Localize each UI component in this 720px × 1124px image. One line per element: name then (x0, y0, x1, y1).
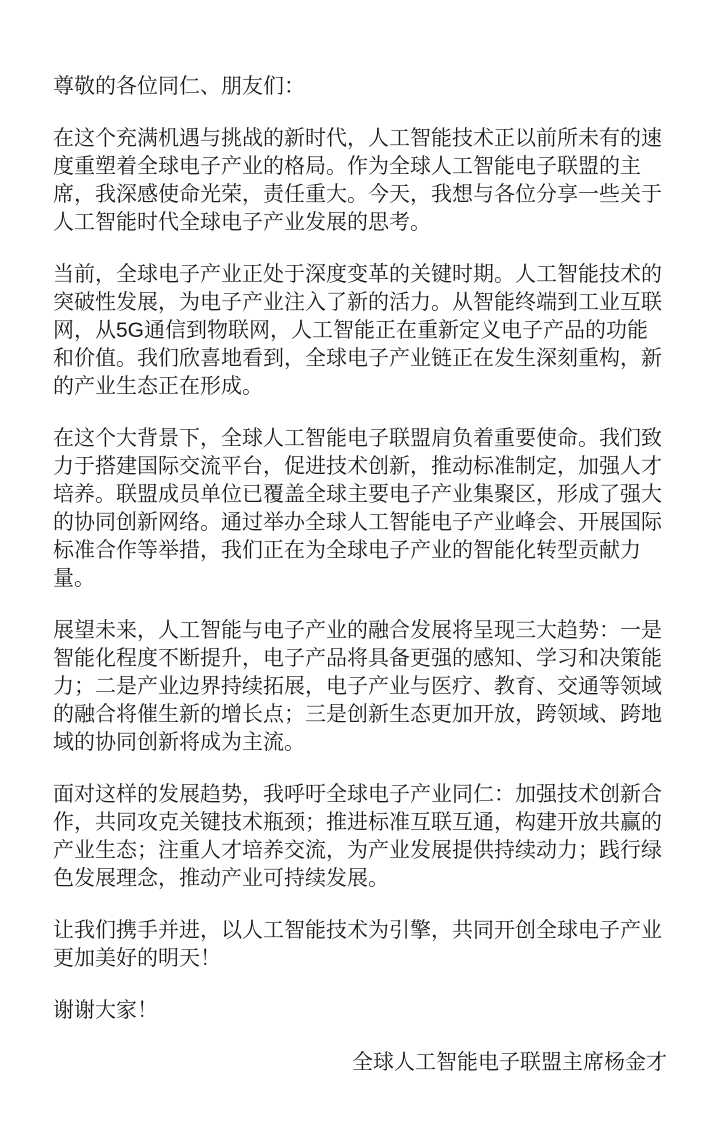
greeting-line: 尊敬的各位同仁、朋友们： (53, 75, 305, 98)
paragraph-closing: 让我们携手并进，以人工智能技术为引擎，共同开创全球电子产业更加美好的明天！ (53, 919, 662, 970)
paragraph-future-trends: 展望未来，人工智能与电子产业的融合发展将呈现三大趋势：一是智能化程度不断提升，电子产品将具备更强的感知、学习和决策能力；二是产业边界持续拓展，电子产业与医疗、教育、交通等领域的融合将催生新的增长点；三是创新生态更加开放，跨领域、跨地域的协同创新将成为主流。 (53, 619, 662, 754)
thanks-line: 谢谢大家！ (53, 999, 158, 1022)
paragraph-current-state: 当前，全球电子产业正处于深度变革的关键时期。人工智能技术的突破性发展，为电子产业注入了新的活力。从智能终端到工业互联网，从5G通信到物联网，人工智能正在重新定义电子产品的功能和价值。我们欣喜地看到，全球电子产业链正在发生深刻重构，新的产业生态正在形成。 (53, 263, 662, 398)
paragraph-intro: 在这个充满机遇与挑战的新时代，人工智能技术正以前所未有的速度重塑着全球电子产业的格局。作为全球人工智能电子联盟的主席，我深感使命光荣，责任重大。今天，我想与各位分享一些关于人工智能时代全球电子产业发展的思考。 (53, 127, 662, 234)
signature-line: 全球人工智能电子联盟主席杨金才 (352, 1051, 667, 1074)
paragraph-call-to-action: 面对这样的发展趋势，我呼吁全球电子产业同仁：加强技术创新合作，共同攻克关键技术瓶颈；推进标准互联互通，构建开放共赢的产业生态；注重人才培养交流，为产业发展提供持续动力；践行绿色发展理念，推动产业可持续发展。 (53, 783, 662, 890)
paragraph-alliance-mission: 在这个大背景下，全球人工智能电子联盟肩负着重要使命。我们致力于搭建国际交流平台，促进技术创新，推动标准制定，加强人才培养。联盟成员单位已覆盖全球主要电子产业集聚区，形成了强大的协同创新网络。通过举办全球人工智能电子产业峰会、开展国际标准合作等举措，我们正在为全球电子产业的智能化转型贡献力量。 (53, 427, 662, 590)
